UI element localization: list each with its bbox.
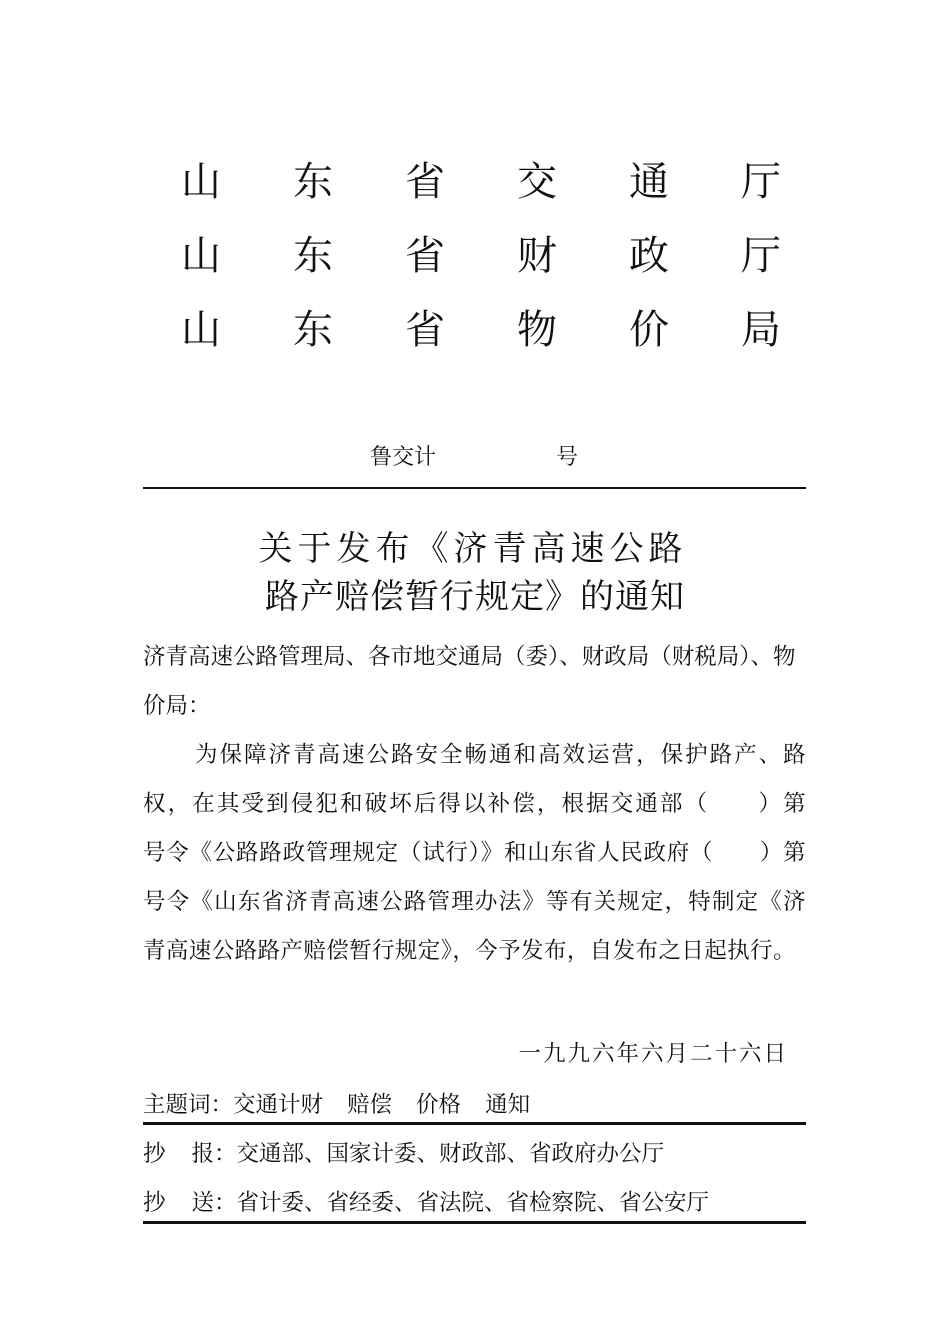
issuer-char: 山: [181, 159, 221, 205]
document-number-suffix: 号: [556, 445, 579, 470]
keywords-divider: [143, 1122, 806, 1125]
cc-report-recipients: 交通部、国家计委、财政部、省政府办公厅: [236, 1141, 665, 1167]
keyword: 价格: [416, 1092, 462, 1118]
issuer-char: 物: [517, 307, 557, 353]
issuer-char: 厅: [741, 233, 781, 279]
document-number-prefix: 鲁交计: [370, 445, 437, 470]
cc-report-label-a: 抄: [143, 1141, 166, 1167]
issuer-char: 通: [629, 159, 669, 205]
issuer-char: 政: [629, 233, 669, 279]
issuer-char: 东: [293, 233, 333, 279]
issuer-char: 东: [293, 159, 333, 205]
issue-date: 一九九六年六月二十六日: [518, 1041, 788, 1067]
issuer-price-bureau: [181, 306, 781, 354]
keyword: 赔偿: [347, 1092, 393, 1118]
cc-send-label-b: 送：: [191, 1190, 237, 1216]
issuer-char: 交: [517, 159, 557, 205]
issuer-char: 省: [405, 307, 445, 353]
document-title-line-2: 路产赔偿暂行规定》的通知: [265, 577, 685, 617]
issuer-char: 价: [629, 307, 669, 353]
keyword: 通知: [485, 1092, 531, 1118]
issuer-char: 厅: [741, 159, 781, 205]
footer-divider: [143, 1221, 806, 1224]
cc-report-line: [143, 1134, 806, 1174]
header-divider: [143, 487, 806, 489]
cc-send-label-a: 抄: [143, 1190, 166, 1216]
body-paragraph: 为保障济青高速公路安全畅通和高效运营，保护路产、路权，在其受到侵犯和破坏后得以补偿，根据交通部（ ）第 号令《公路路政管理规定（试行）》和山东省人民政府（ ）第 号令《山东省济青高速公路管理办法》等有关规定，特制定《济青高速公路路产赔偿暂行规定》，今予发布，自发布之日起执行。: [143, 742, 852, 964]
issuer-char: 东: [293, 307, 333, 353]
addressee: 济青高速公路管理局、各市地交通局（委）、财政局（财税局）、物价局：: [143, 644, 796, 719]
keywords-label: 主题词：: [143, 1092, 234, 1118]
cc-send-line: [143, 1183, 806, 1223]
cc-send-recipients: 省计委、省经委、省法院、省检察院、省公安厅: [236, 1190, 710, 1216]
cc-report-label-b: 报：: [191, 1141, 237, 1167]
keywords-line: [143, 1085, 806, 1125]
issuer-char: 省: [405, 159, 445, 205]
issuer-char: 省: [405, 233, 445, 279]
issuer-char: 山: [181, 233, 221, 279]
keyword: 交通计财: [233, 1092, 324, 1118]
issuer-transport-dept: [181, 158, 781, 206]
issuer-char: 山: [181, 307, 221, 353]
issuer-finance-dept: [181, 232, 781, 280]
issuer-char: 财: [517, 233, 557, 279]
issuer-char: 局: [741, 307, 781, 353]
document-title-line-1: 关于发布《济青高速公路: [258, 529, 688, 569]
